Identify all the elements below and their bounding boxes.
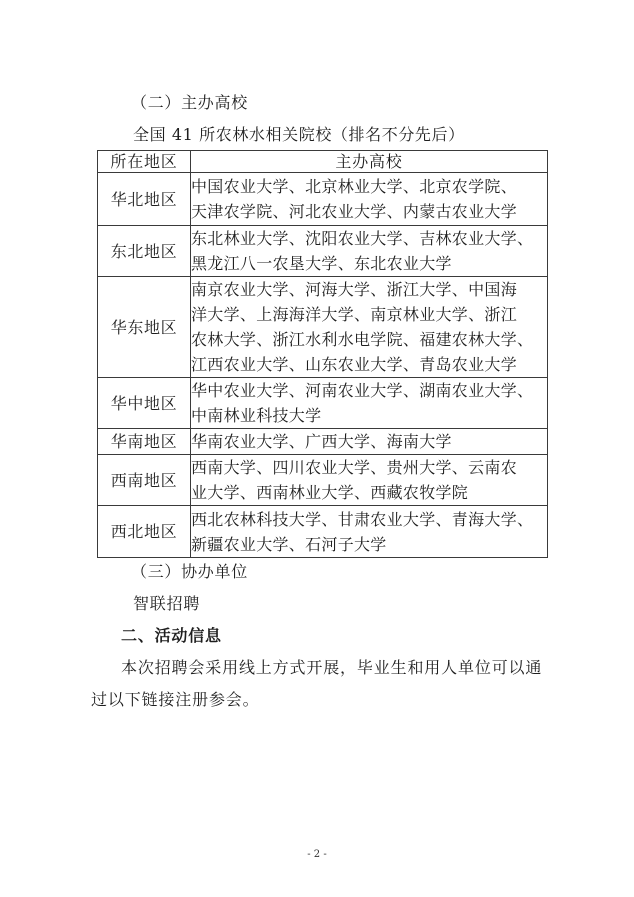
section-heading-co-organizers: （三）协办单位: [131, 562, 248, 581]
universities-line: 黑龙江八一农垦大学、东北农业大学: [191, 254, 452, 273]
universities-line: 西南大学、四川农业大学、贵州大学、云南农: [191, 458, 518, 477]
universities-line: 农林大学、浙江水利水电学院、福建农林大学、: [191, 330, 534, 349]
table-header-row: [98, 151, 548, 173]
activity-paragraph-line: 过以下链接注册参会。: [91, 690, 260, 709]
header-region: 所在地区: [98, 151, 191, 173]
table-row: [98, 277, 548, 378]
region-cell: 华中地区: [98, 378, 191, 429]
universities-line: 江西农业大学、山东农业大学、青岛农业大学: [191, 355, 518, 374]
universities-line: 天津农学院、河北农业大学、内蒙古农业大学: [191, 202, 518, 221]
universities-cell: [191, 378, 548, 429]
universities-line: 华南农业大学、广西大学、海南大学: [191, 432, 452, 451]
universities-cell: [191, 277, 548, 378]
universities-cell: [191, 455, 548, 506]
universities-line: 西北农林科技大学、甘肃农业大学、青海大学、: [191, 509, 534, 529]
universities-line: 业大学、西南林业大学、西藏农牧学院: [191, 483, 469, 502]
region-cell: 华东地区: [98, 277, 191, 378]
activity-paragraph-line: 本次招聘会采用线上方式开展，毕业生和用人单位可以通: [121, 658, 543, 677]
universities-cell: [191, 173, 548, 226]
universities-line: 中国农业大学、北京林业大学、北京农学院、: [191, 177, 518, 196]
universities-line: 洋大学、上海海洋大学、南京林业大学、浙江: [191, 305, 518, 324]
region-cell: 华北地区: [98, 173, 191, 226]
universities-line: 中南林业科技大学: [191, 406, 322, 425]
table-row: [98, 226, 548, 277]
region-cell: 西南地区: [98, 455, 191, 506]
universities-line: 南京农业大学、河海大学、浙江大学、中国海: [191, 280, 518, 299]
universities-line: 新疆农业大学、石河子大学: [191, 534, 387, 554]
table-caption: 全国 41 所农林水相关院校（排名不分先后）: [133, 125, 465, 144]
section-heading-activity-info: 二、活动信息: [121, 626, 222, 645]
co-organizer-name: 智联招聘: [133, 594, 201, 613]
page-number: - 2 -: [307, 849, 327, 860]
table-row: [98, 506, 548, 558]
header-universities: 主办高校: [191, 151, 548, 173]
region-cell: 华南地区: [98, 429, 191, 455]
universities-cell: [191, 506, 548, 558]
region-cell: 西北地区: [98, 506, 191, 558]
universities-line: 东北林业大学、沈阳农业大学、吉林农业大学、: [191, 229, 534, 248]
universities-line: 华中农业大学、河南农业大学、湖南农业大学、: [191, 381, 534, 400]
section-heading-organizers: （二）主办高校: [131, 93, 248, 112]
universities-cell: [191, 226, 548, 277]
universities-cell: [191, 429, 548, 455]
table-row: [98, 429, 548, 455]
table-row: [98, 378, 548, 429]
table-row: [98, 173, 548, 226]
universities-table: [97, 150, 548, 558]
region-cell: 东北地区: [98, 226, 191, 277]
table-row: [98, 455, 548, 506]
